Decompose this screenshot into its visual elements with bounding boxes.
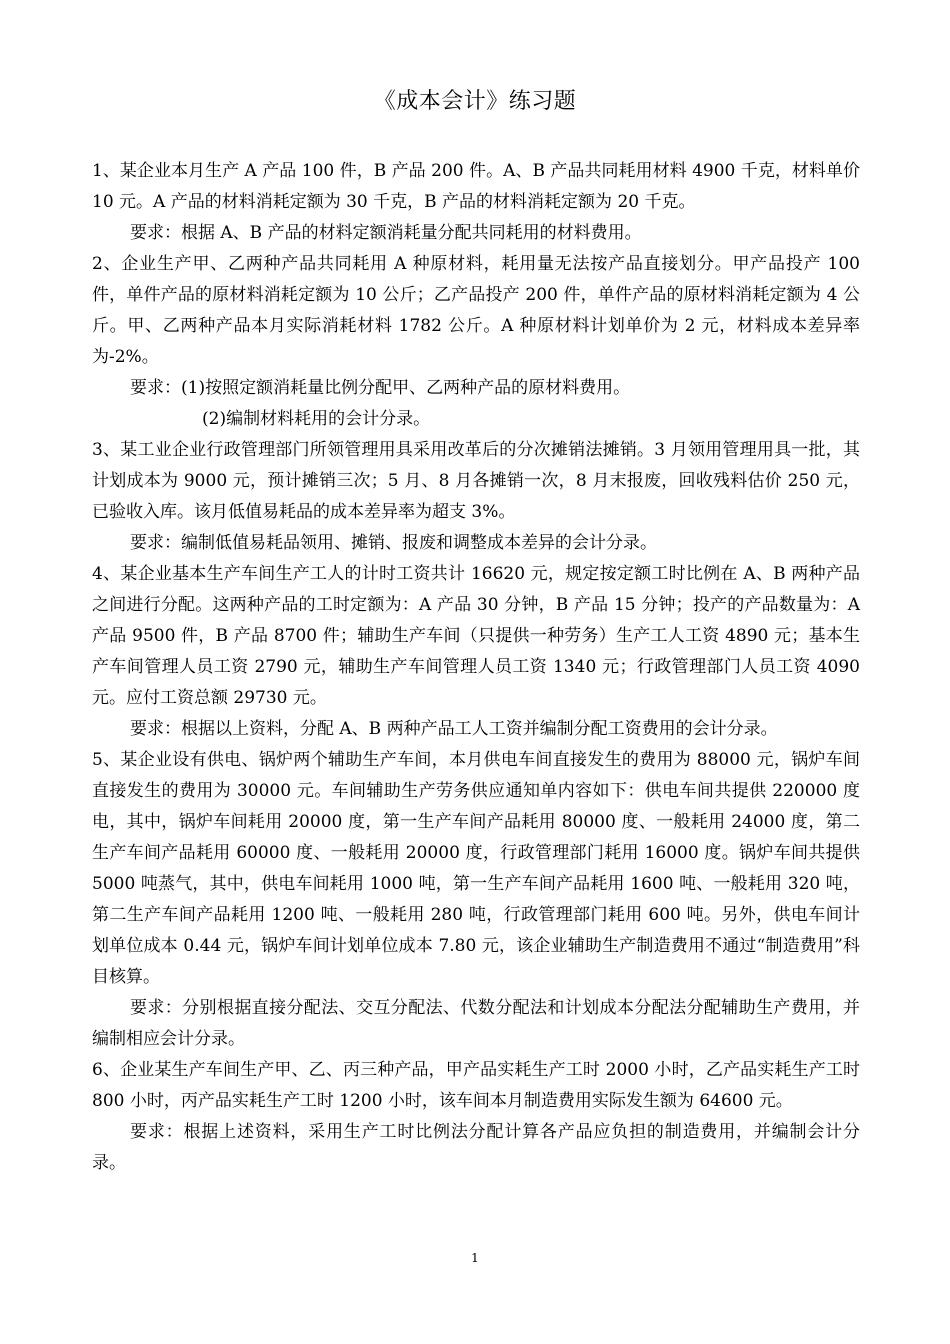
question-2-requirement-2: (2)编制材料耗用的会计分录。 [202, 409, 431, 429]
question-6: 6、企业某生产车间生产甲、乙、丙三种产品，甲产品实耗生产工时 2000 小时，乙产品实耗生产工时 800 小时，丙产品实耗生产工时 1200 小时，该车间本月制造费用实际发生额为 64600 元。 [92, 1060, 860, 1111]
question-2: 2、企业生产甲、乙两种产品共同耗用 A 种原材料，耗用量无法按产品直接划分。甲产品投产 100 件，单件产品的原材料消耗定额为 10 公斤；乙产品投产 200 件，单件产品的原材料消耗定额为 4 公斤。甲、乙两种产品本月实际消耗材料 1782 公斤。A 种原材料计划单价为 2 元，材料成本差异率为-2%。 [92, 254, 860, 367]
question-1: 1、某企业本月生产 A 产品 100 件，B 产品 200 件。A、B 产品共同耗用材料 4900 千克，材料单价 10 元。A 产品的材料消耗定额为 30 千克，B 产品的材料消耗定额为 20 千克。 [92, 161, 860, 212]
question-4: 4、某企业基本生产车间生产工人的计时工资共计 16620 元，规定按定额工时比例在 A、B 两种产品之间进行分配。这两种产品的工时定额为：A 产品 30 分钟，B 产品 15 分钟；投产的产品数量为：A 产品 9500 件，B 产品 8700 件；辅助生产车间（只提供一种劳务）生产工人工资 4890 元；基本生产车间管理人员工资 2790 元，辅助生产车间管理人员工资 1340 元；行政管理部门人员工资 4090 元。应付工资总额 29730 元。 [92, 564, 860, 708]
page-number: 1 [471, 1251, 479, 1265]
question-1-requirement: 要求：根据 A、B 产品的材料定额消耗量分配共同耗用的材料费用。 [130, 223, 642, 243]
question-5: 5、某企业设有供电、锅炉两个辅助生产车间，本月供电车间直接发生的费用为 88000 元，锅炉车间直接发生的费用为 30000 元。车间辅助生产劳务供应通知单内容如下：供电车间共提供 220000 度电，其中，锅炉车间耗用 20000 度，第一生产车间产品耗用 80000 度、一般耗用 24000 度，第二生产车间产品耗用 60000 度、一般耗用 20000 度，行政管理部门耗用 16000 度。锅炉车间共提供 5000 吨蒸气，其中，供电车间耗用 1000 吨，第一生产车间产品耗用 1600 吨、一般耗用 320 吨，第二生产车间产品耗用 1200 吨、一般耗用 280 吨，行政管理部门耗用 600 吨。另外，供电车间计划单位成本 0.44 元，锅炉车间计划单位成本 7.80 元，该企业辅助生产制造费用不通过“制造费用”科目核算。 [92, 750, 860, 987]
question-6-requirement: 要求：根据上述资料，采用生产工时比例法分配计算各产品应负担的制造费用，并编制会计分录。 [92, 1122, 860, 1173]
question-5-requirement: 要求：分别根据直接分配法、交互分配法、代数分配法和计划成本分配法分配辅助生产费用，并编制相应会计分录。 [92, 998, 860, 1049]
question-4-requirement: 要求：根据以上资料，分配 A、B 两种产品工人工资并编制分配工资费用的会计分录。 [130, 719, 778, 739]
document-title: 《成本会计》练习题 [373, 89, 577, 114]
question-3: 3、某工业企业行政管理部门所领管理用具采用改革后的分次摊销法摊销。3 月领用管理用具一批，其计划成本为 9000 元，预计摊销三次；5 月、8 月各摊销一次，8 月末报废，回收残料估价 250 元，已验收入库。该月低值易耗品的成本差异率为超支 3%。 [92, 440, 860, 522]
document-body [92, 156, 860, 1179]
question-3-requirement: 要求：编制低值易耗品领用、摊销、报废和调整成本差异的会计分录。 [130, 533, 657, 553]
question-2-requirement-1: 要求：(1)按照定额消耗量比例分配甲、乙两种产品的原材料费用。 [130, 378, 631, 398]
